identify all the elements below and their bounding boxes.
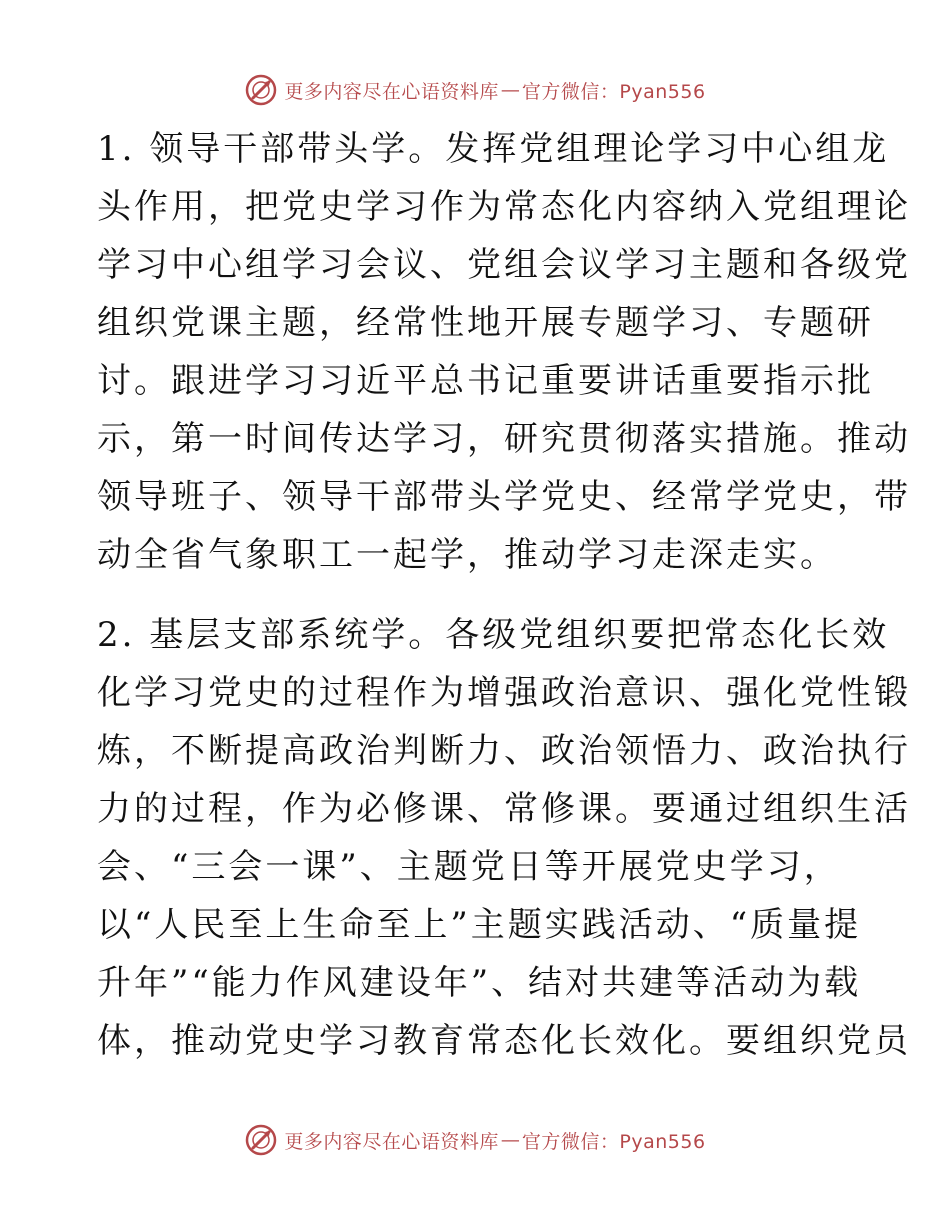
header-dash: — [500, 79, 520, 101]
text-line: 组织党课主题，经常性地开展专题学习、专题研 [97, 303, 874, 343]
header-contact-text: 官方微信：Pyan556 [521, 80, 706, 103]
paragraph-1 [97, 120, 911, 584]
text-line: 力的过程，作为必修课、常修课。要通过组织生活 [97, 789, 911, 829]
header-brand-text: 更多内容尽在心语资料库 [284, 80, 499, 103]
brand-logo-icon [244, 1123, 278, 1157]
text-line: 领导班子、领导干部带头学党史、经常学党史，带 [97, 477, 911, 517]
document-body [97, 120, 911, 1070]
text-line: 1. 领导干部带头学。发挥党组理论学习中心组龙 [97, 129, 890, 169]
text-line: 头作用，把党史学习作为常态化内容纳入党组理论 [97, 187, 911, 227]
footer-contact-text: 官方微信：Pyan556 [521, 1130, 706, 1153]
text-line: 炼，不断提高政治判断力、政治领悟力、政治执行 [97, 731, 911, 771]
brand-logo-icon [244, 73, 278, 107]
text-line: 示，第一时间传达学习，研究贯彻落实措施。推动 [97, 419, 911, 459]
text-line: 体，推动党史学习教育常态化长效化。要组织党员 [97, 1021, 911, 1061]
text-line: 2. 基层支部系统学。各级党组织要把常态化长效 [97, 615, 890, 655]
text-line: 以“人民至上生命至上”主题实践活动、“质量提 [97, 905, 862, 945]
text-line: 讨。跟进学习习近平总书记重要讲话重要指示批 [97, 361, 874, 401]
footer-watermark [0, 1120, 950, 1160]
paragraph-spacer [97, 584, 857, 606]
footer-brand-text: 更多内容尽在心语资料库 [284, 1130, 499, 1153]
text-line: 学习中心组学习会议、党组会议学习主题和各级党 [97, 245, 911, 285]
header-watermark [0, 70, 950, 110]
text-line: 升年”“能力作风建设年”、结对共建等活动为载 [97, 963, 862, 1003]
text-line: 化学习党史的过程作为增强政治意识、强化党性锻 [97, 673, 911, 713]
text-line: 会、“三会一课”、主题党日等开展党史学习， [97, 847, 841, 887]
paragraph-2 [97, 606, 911, 1070]
text-line: 动全省气象职工一起学，推动学习走深走实。 [97, 535, 837, 575]
footer-dash: — [500, 1129, 520, 1151]
